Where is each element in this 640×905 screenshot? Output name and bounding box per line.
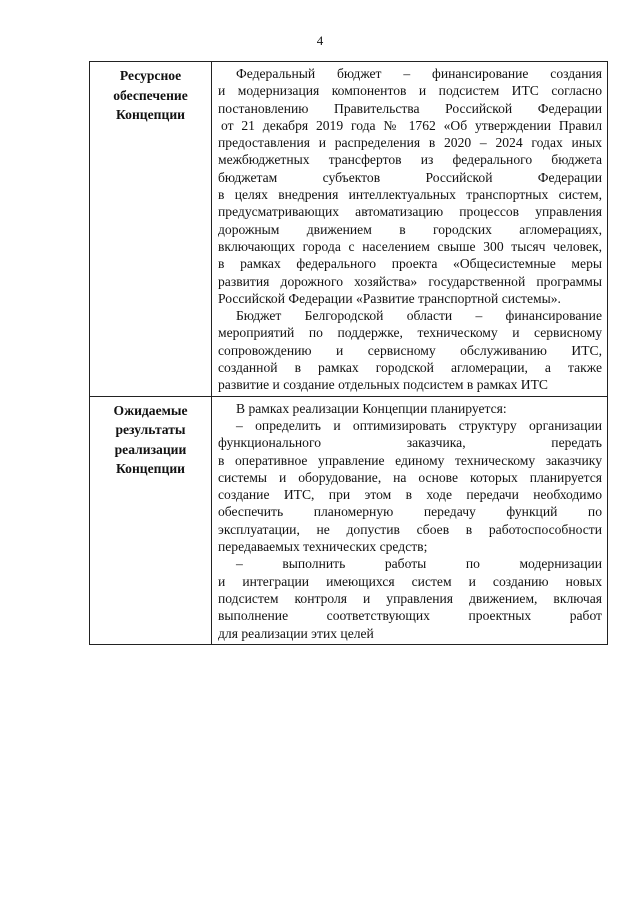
concept-table <box>89 61 608 645</box>
page-number: 4 <box>316 33 324 48</box>
text-line: Федеральный бюджет – финансирование создания <box>236 66 602 81</box>
text-line: предусматривающих автоматизацию процессов управления <box>218 204 602 220</box>
text-line: развитие и создание отдельных подсистем в рамках ИТС <box>218 377 548 393</box>
text-line: системы и оборудование, на основе которых планируется <box>218 469 602 485</box>
text-line: бюджетам субъектов Российской Федерации <box>218 169 602 185</box>
text-line: в целях внедрения интеллектуальных транспортных систем, <box>218 187 602 203</box>
text-line: и интеграции имеющихся систем и созданию новых <box>218 573 602 589</box>
text-line: выполнение соответствующих проектных работ <box>218 608 602 624</box>
row-content-expected-results <box>212 396 608 644</box>
text-line: создание ИТС, при этом в ходе передачи необходимо <box>218 487 602 503</box>
row-label-line: реализации <box>114 441 187 457</box>
row-content-resources <box>212 62 608 397</box>
text-line: в оперативное управление единому техническому заказчику <box>218 452 602 468</box>
paragraph-federal-budget <box>218 65 602 307</box>
text-line: предоставления и распределения в 2020 – 2024 годах иных <box>218 135 602 151</box>
row-label-line: Концепции <box>115 107 185 122</box>
text-line: включающих города с населением свыше 300 тысяч человек, <box>218 238 602 254</box>
text-line: Бюджет Белгородской области – финансирование <box>236 308 602 324</box>
paragraph-modernization <box>218 555 602 641</box>
row-label-line: Ресурсное <box>119 68 182 83</box>
row-label-expected-results <box>90 396 212 644</box>
text-line: для реализации этих целей <box>218 625 374 641</box>
text-line: В рамках реализации Концепции планируется: <box>236 400 507 416</box>
text-line: функционального заказчика, передать <box>218 435 602 451</box>
text-line: межбюджетных трансфертов из федерального бюджета <box>218 152 602 168</box>
text-line: подсистем контроля и управления движением, включая <box>218 590 602 606</box>
row-label-resources <box>90 62 212 397</box>
text-line: постановлению Правительства Российской Федерации <box>218 100 602 116</box>
paragraph-optimize-structure <box>218 400 602 556</box>
text-line: дорожным движением в городских агломерациях, <box>218 221 602 237</box>
text-line: в рамках федерального проекта «Общесистемные меры <box>218 256 602 272</box>
text-line: эксплуатации, не допустив сбоев в работоспособности <box>218 521 602 537</box>
text-line: – определить и оптимизировать структуру организации <box>236 417 602 433</box>
row-label-line: обеспечение <box>113 87 188 103</box>
text-line: и модернизация компонентов и подсистем ИТС согласно <box>218 83 602 99</box>
text-line: обеспечить планомерную передачу функций по <box>218 504 602 520</box>
text-line: Российской Федерации «Развитие транспортной системы». <box>218 290 561 306</box>
text-line: мероприятий по поддержке, техническому и сервисному <box>218 325 602 341</box>
text-line: развития дорожного хозяйства» государственной программы <box>218 273 602 289</box>
text-line: созданной в рамках городской агломерации, а также <box>218 360 602 376</box>
text-line: сопровождению и сервисному обслуживанию ИТС, <box>218 342 602 358</box>
text-line: передаваемых технических средств; <box>218 539 428 555</box>
table-row-expected-results <box>90 396 608 644</box>
text-line: – выполнить работы по модернизации <box>236 556 602 572</box>
row-label-line: Ожидаемые <box>113 402 188 418</box>
table-row-resources <box>90 62 608 397</box>
text-line: от 21 декабря 2019 года № 1762 «Об утверждении Правил <box>221 117 602 133</box>
row-label-line: результаты <box>115 422 186 438</box>
paragraph-regional-budget <box>218 307 602 393</box>
row-label-line: Концепции <box>115 461 185 477</box>
